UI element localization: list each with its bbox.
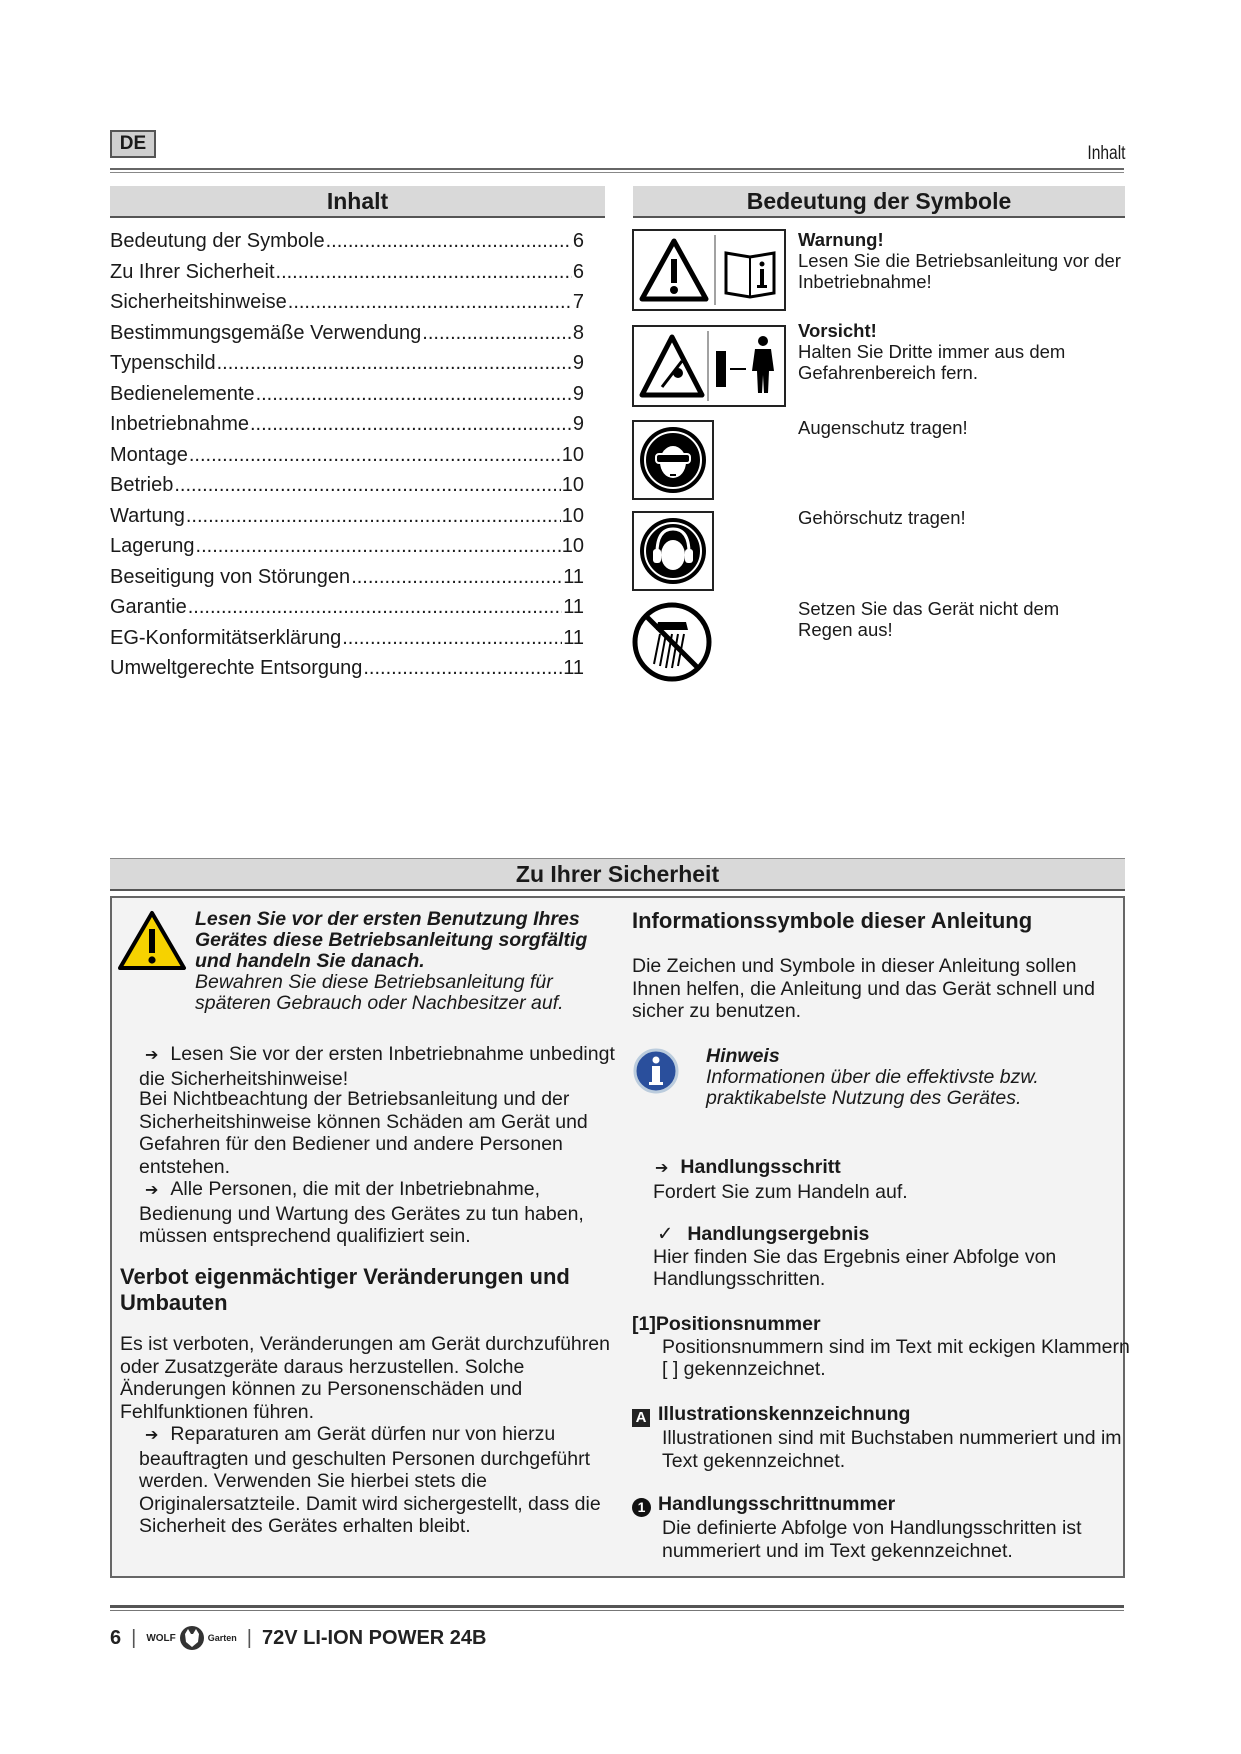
toc-entry-label: EG-Konformitätserklärung bbox=[110, 626, 342, 649]
toc-entry bbox=[110, 471, 584, 502]
table-of-contents bbox=[110, 227, 584, 685]
toc-entry bbox=[110, 288, 584, 319]
toc-entry-label: Zu Ihrer Sicherheit bbox=[110, 260, 275, 283]
toc-entry bbox=[110, 380, 584, 411]
running-header: Inhalt bbox=[1086, 143, 1125, 164]
toc-entry-page: 8 bbox=[572, 321, 584, 344]
toc-entry-label: Beseitigung von Störungen bbox=[110, 565, 351, 588]
toc-leader-dots bbox=[422, 319, 572, 347]
toc-entry-label: Inbetriebnahme bbox=[110, 413, 249, 435]
toc-title: Inhalt bbox=[110, 186, 605, 218]
toc-leader-dots bbox=[188, 593, 563, 621]
toc-entry bbox=[110, 502, 584, 533]
toc-entry-label: Betrieb bbox=[110, 474, 174, 496]
toc-leader-dots bbox=[174, 471, 560, 499]
toc-entry bbox=[110, 319, 584, 350]
toc-entry bbox=[110, 410, 584, 441]
symbol-hearing-text: Gehörschutz tragen! bbox=[798, 507, 966, 528]
brand-logo: WOLF Garten bbox=[146, 1625, 236, 1651]
toc-entry-page: 6 bbox=[572, 230, 584, 252]
toc-leader-dots bbox=[186, 502, 561, 530]
toc-entry bbox=[110, 593, 584, 624]
page-number: 6 bbox=[110, 1626, 122, 1649]
toc-entry-page: 10 bbox=[561, 535, 584, 557]
toc-entry-page: 10 bbox=[561, 504, 584, 527]
toc-leader-dots bbox=[342, 624, 562, 652]
toc-entry-page: 9 bbox=[572, 382, 584, 405]
warning-triangle-icon bbox=[117, 910, 187, 972]
toc-entry bbox=[110, 227, 584, 258]
check-icon: ✓ bbox=[657, 1223, 674, 1245]
safety-bullet-1: ➔ Lesen Sie vor der ersten Inbetriebnahme unbedingt die Sicherheitshinweise! bbox=[139, 1043, 615, 1090]
toc-leader-dots bbox=[363, 654, 562, 682]
toc-entry bbox=[110, 349, 584, 380]
toc-leader-dots bbox=[196, 532, 561, 560]
toc-entry-label: Montage bbox=[110, 443, 188, 466]
product-name: 72V LI-ION POWER 24B bbox=[261, 1626, 487, 1649]
info-symbols-heading: Informationssymbole dieser Anleitung bbox=[632, 908, 1033, 933]
footer-rule bbox=[110, 1605, 1124, 1611]
modification-text: Es ist verboten, Veränderungen am Gerät durchzuführen oder Zusatzgeräte daraus herzustellen. Solche Änderungen können zu Personenschäden und Fehlfunktionen führen. bbox=[120, 1333, 610, 1423]
safety-warning-text: Lesen Sie vor der ersten Benutzung Ihres Gerätes diese Betriebsanleitung sorgfältig und handeln Sie danach. Bewahren Sie diese Betriebsanleitung für späteren Gebrauch oder Nachbesitzer auf. bbox=[195, 908, 588, 1014]
toc-entry bbox=[110, 532, 584, 563]
toc-entry-label: Bedeutung der Symbole bbox=[110, 230, 325, 252]
safety-bullet-2: ➔ Alle Personen, die mit der Inbetriebnahme, Bedienung und Wartung des Gerätes zu tun haben, müssen entsprechend qualifiziert sein. bbox=[139, 1178, 584, 1247]
toc-leader-dots bbox=[288, 288, 572, 316]
modification-heading: Verbot eigenmächtiger Veränderungen und Umbauten bbox=[120, 1264, 570, 1315]
toc-entry-page: 11 bbox=[563, 565, 584, 588]
result-block: ✓ Handlungsergebnis Hier finden Sie das Ergebnis einer Abfolge von Handlungsschritten. bbox=[653, 1223, 1057, 1290]
symbols-title: Bedeutung der Symbole bbox=[633, 186, 1125, 218]
toc-entry-label: Lagerung bbox=[110, 535, 195, 557]
toc-entry bbox=[110, 563, 584, 594]
toc-leader-dots bbox=[256, 380, 572, 408]
info-icon bbox=[632, 1047, 680, 1095]
illustration-marker: A bbox=[632, 1409, 650, 1427]
hint-block: Hinweis Informationen über die effektivste bzw. praktikabelste Nutzung des Gerätes. bbox=[706, 1045, 1039, 1109]
toc-leader-dots bbox=[250, 410, 572, 438]
safety-paragraph-1: Bei Nichtbeachtung der Betriebsanleitung und der Sicherheitshinweise können Schäden am Gerät und Gefahren für den Bediener und andere Personen entstehen. bbox=[139, 1088, 588, 1178]
footer: 6 | WOLF Garten | 72V LI-ION POWER 24B bbox=[110, 1625, 486, 1651]
toc-entry-label: Sicherheitshinweise bbox=[110, 291, 287, 313]
no-rain-icon bbox=[630, 600, 714, 684]
symbol-rain-text: Setzen Sie das Gerät nicht dem Regen aus! bbox=[798, 598, 1060, 640]
step-number-marker: 1 bbox=[632, 1498, 651, 1517]
toc-entry bbox=[110, 654, 584, 685]
toc-entry-page: 6 bbox=[572, 260, 584, 283]
symbol-caution-text: Vorsicht! Halten Sie Dritte immer aus dem Gefahrenbereich fern. bbox=[798, 320, 1066, 383]
toc-entry-page: 11 bbox=[563, 596, 584, 618]
toc-entry bbox=[110, 258, 584, 289]
eye-protection-icon bbox=[632, 420, 714, 500]
toc-entry bbox=[110, 441, 584, 472]
caution-distance-icon bbox=[632, 325, 786, 407]
toc-leader-dots bbox=[351, 563, 562, 591]
safety-title: Zu Ihrer Sicherheit bbox=[110, 858, 1125, 891]
toc-leader-dots bbox=[276, 258, 572, 286]
toc-entry-label: Bestimmungsgemäße Verwendung bbox=[110, 321, 422, 344]
language-badge: DE bbox=[110, 130, 156, 158]
position-block: [1]Positionsnummer Positionsnummern sind im Text mit eckigen Klammern [ ] gekennzeichnet. bbox=[632, 1313, 1130, 1380]
toc-entry bbox=[110, 624, 584, 655]
hearing-protection-icon bbox=[632, 511, 714, 591]
toc-entry-label: Wartung bbox=[110, 504, 185, 527]
symbol-eye-text: Augenschutz tragen! bbox=[798, 417, 968, 438]
toc-leader-dots bbox=[217, 349, 572, 377]
warning-manual-icon bbox=[632, 229, 786, 311]
toc-entry-label: Garantie bbox=[110, 596, 187, 618]
toc-entry-label: Umweltgerechte Entsorgung bbox=[110, 657, 363, 679]
toc-entry-page: 9 bbox=[572, 352, 584, 374]
toc-entry-page: 11 bbox=[563, 626, 584, 649]
toc-entry-page: 9 bbox=[572, 413, 584, 435]
illustration-block: A Illustrationskennzeichnung Illustrationen sind mit Buchstaben nummeriert und im Text gekennzeichnet. bbox=[632, 1403, 1132, 1472]
step-block: ➔ Handlungsschritt Fordert Sie zum Handeln auf. bbox=[653, 1156, 908, 1203]
toc-entry-page: 11 bbox=[563, 657, 584, 679]
toc-entry-page: 10 bbox=[561, 474, 584, 496]
toc-entry-label: Typenschild bbox=[110, 352, 216, 374]
header-rule bbox=[110, 168, 1124, 173]
info-symbols-text: Die Zeichen und Symbole in dieser Anleitung sollen Ihnen helfen, die Anleitung und das Gerät schnell und sicher zu benutzen. bbox=[632, 955, 1095, 1022]
step-number-block: 1 Handlungsschrittnummer Die definierte Abfolge von Handlungsschritten ist nummeriert und im Text gekennzeichnet. bbox=[632, 1493, 1132, 1562]
safety-bullet-3: ➔ Reparaturen am Gerät dürfen nur von hierzu beauftragten und geschulten Personen durchgeführt werden. Verwenden Sie hierbei stets die Originalersatzteile. Damit wird sichergestellt, dass die Sicherheit des Gerätes erhalten bleibt. bbox=[139, 1423, 601, 1537]
symbol-warning-text: Warnung! Lesen Sie die Betriebsanleitung vor der Inbetriebnahme! bbox=[798, 229, 1121, 292]
toc-entry-label: Bedienelemente bbox=[110, 382, 255, 405]
toc-entry-page: 7 bbox=[572, 291, 584, 313]
toc-leader-dots bbox=[326, 227, 572, 255]
toc-entry-page: 10 bbox=[561, 443, 584, 466]
toc-leader-dots bbox=[189, 441, 561, 469]
